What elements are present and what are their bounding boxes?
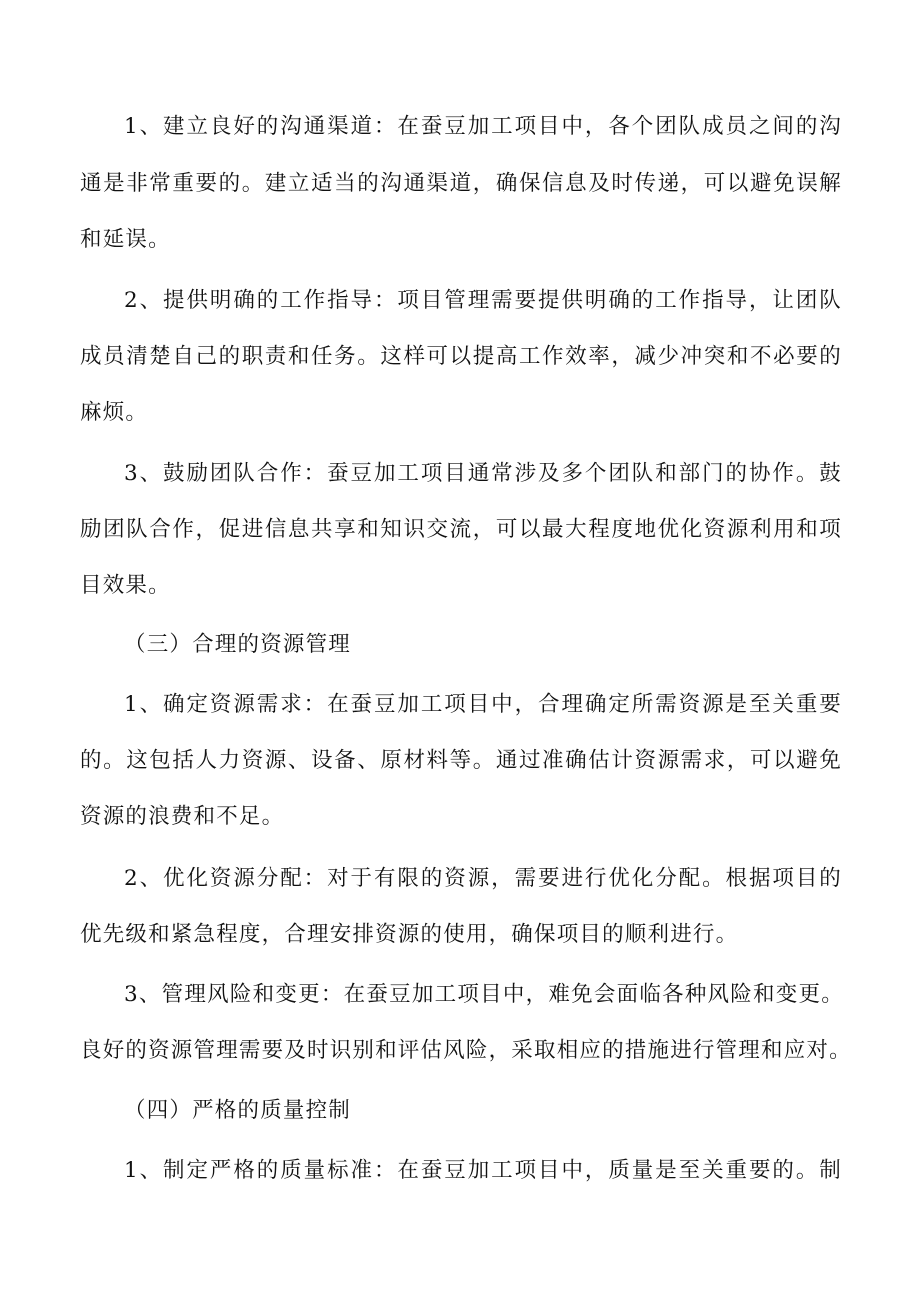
paragraph-6-line-2: 良好的资源管理需要及时识别和评估风险，采取相应的措施进行管理和应对。 — [80, 1038, 852, 1063]
paragraph-2-line-2: 成员清楚自己的职责和任务。这样可以提高工作效率，减少冲突和不必要的 — [80, 344, 842, 369]
paragraph-3-line-3: 目效果。 — [80, 573, 171, 598]
section-heading-3: （三）合理的资源管理 — [124, 632, 352, 657]
paragraph-5-line-1: 2、优化资源分配：对于有限的资源，需要进行优化分配。根据项目的 — [124, 866, 842, 891]
paragraph-3-line-2: 励团队合作，促进信息共享和知识交流，可以最大程度地优化资源利用和项 — [80, 517, 842, 542]
paragraph-7-line-1: 1、制定严格的质量标准：在蚕豆加工项目中，质量是至关重要的。制 — [124, 1158, 842, 1183]
paragraph-3-line-1: 3、鼓励团队合作：蚕豆加工项目通常涉及多个团队和部门的协作。鼓 — [124, 461, 842, 486]
paragraph-4-line-1: 1、确定资源需求：在蚕豆加工项目中，合理确定所需资源是至关重要 — [124, 692, 842, 717]
section-heading-4: （四）严格的质量控制 — [124, 1098, 352, 1123]
paragraph-2-line-1: 2、提供明确的工作指导：项目管理需要提供明确的工作指导，让团队 — [124, 288, 842, 313]
paragraph-1-line-1: 1、建立良好的沟通渠道：在蚕豆加工项目中，各个团队成员之间的沟 — [124, 114, 842, 139]
paragraph-4-line-2: 的。这包括人力资源、设备、原材料等。通过准确估计资源需求，可以避免 — [80, 748, 842, 773]
paragraph-4-line-3: 资源的浪费和不足。 — [80, 804, 285, 829]
paragraph-1-line-2: 通是非常重要的。建立适当的沟通渠道，确保信息及时传递，可以避免误解 — [80, 171, 842, 196]
paragraph-2-line-3: 麻烦。 — [80, 400, 149, 425]
paragraph-1-line-3: 和延误。 — [80, 227, 171, 252]
paragraph-6-line-1: 3、管理风险和变更：在蚕豆加工项目中，难免会面临各种风险和变更。 — [124, 982, 844, 1007]
paragraph-5-line-2: 优先级和紧急程度，合理安排资源的使用，确保项目的顺利进行。 — [80, 922, 739, 947]
